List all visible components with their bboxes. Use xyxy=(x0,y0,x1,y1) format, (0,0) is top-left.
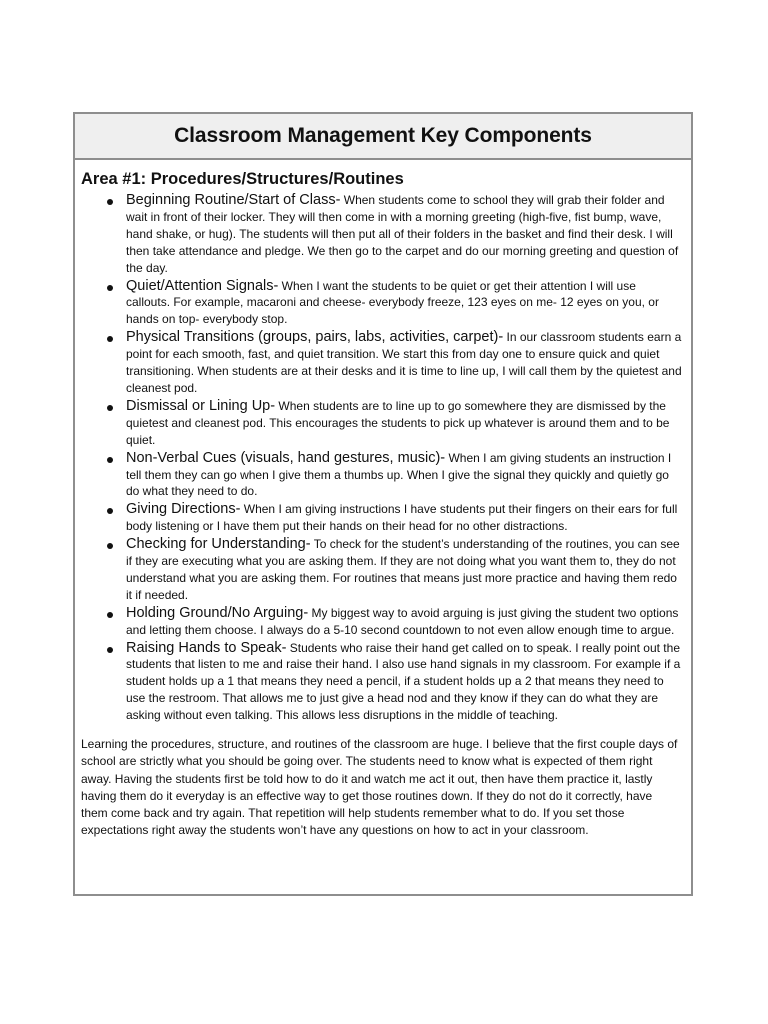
list-item xyxy=(81,536,685,604)
document-box xyxy=(73,112,693,896)
closing-paragraph: Learning the procedures, structure, and routines of the classroom are huge. I believe that the first couple days of school are strictly what you should be going over. The students need to know what is expected of them right away. Having the students first be told how to do it and watch me act it out, then have them practice it, lastly having them do it everyday is an effective way to get those routines down. If they do not do it correctly, have them come back and try again. That repetition will help students remember what to do. If you set those expectations right away the students won’t have any questions on how to act in your classroom. xyxy=(81,737,678,838)
item-title: Physical Transitions (groups, pairs, labs, activities, carpet)- xyxy=(126,329,504,346)
item-text: When I want the students to be quiet or get their attention I will use callouts. For example, macaroni and cheese- everybody freeze, 123 eyes on me- 12 eyes on you, or hands on top- everybody stop. xyxy=(126,278,659,327)
list-item xyxy=(81,278,685,329)
title-bar xyxy=(75,114,691,160)
item-text: In our classroom students earn a point for each smooth, fast, and quiet transition. We start this from day one to ensure quick and quiet transitioning. When students are at their desks and it is time to line up, I will call them by the quietest and cleanest pod. xyxy=(126,330,682,395)
components-list xyxy=(81,192,685,724)
item-title: Giving Directions- xyxy=(126,501,241,518)
list-item xyxy=(81,501,685,535)
list-item xyxy=(81,398,685,449)
item-text: When I am giving instructions I have students put their fingers on their ears for full body listening or I have them put their hands on their head for no other distractions. xyxy=(126,502,678,534)
list-item xyxy=(81,640,685,725)
item-text: When students are to line up to go somewhere they are dismissed by the quietest and cleanest pod. This encourages the students to pick up whatever is around them and to be quiet. xyxy=(126,398,670,447)
item-text: When students come to school they will grab their folder and wait in front of their locker. They will then come in with a morning greeting (high-five, fist bump, wave, hand shake, or hug). The students will then put all of their folders in the basket and find their desk. I will then take attendance and pledge. We then go to the carpet and do our morning greeting and question of the day. xyxy=(126,193,679,275)
list-item xyxy=(81,192,685,277)
item-text: Students who raise their hand get called on to speak. I really point out the students that listen to me and raise their hand. I also use hand signals in my classroom. For example if a student holds up a 1 that means they need a pencil, if a student holds up a 2 that means they need to use the restroom. That allows me to just give a head nod and they know if they can do what they are asking without even talking. This allows less disruptions in the middle of teaching. xyxy=(126,640,681,723)
area-heading: Area #1: Procedures/Structures/Routines xyxy=(81,170,404,188)
document-content xyxy=(75,160,691,839)
item-title: Beginning Routine/Start of Class- xyxy=(126,192,341,208)
item-text: My biggest way to avoid arguing is just giving the student two options and letting them choose. I always do a 5-10 second countdown to not even allow enough time to argue. xyxy=(126,605,679,637)
item-title: Checking for Understanding- xyxy=(126,536,311,553)
list-item xyxy=(81,450,685,501)
item-title: Raising Hands to Speak- xyxy=(126,639,287,656)
item-text: To check for the student’s understanding of the routines, you can see if they are executing what you are asking them. If they are not doing what you want them to, they do not understand what you are asking them. For routines that means just more practice and having them redo it if needed. xyxy=(126,537,680,602)
item-text: When I am giving students an instruction I tell them they can go when I give them a thumbs up. When I give the signal they quickly and quietly go do what they need to do. xyxy=(126,450,672,499)
page-title: Classroom Management Key Components xyxy=(174,124,592,147)
item-title: Dismissal or Lining Up- xyxy=(126,397,276,414)
item-title: Holding Ground/No Arguing- xyxy=(126,604,309,621)
item-title: Non-Verbal Cues (visuals, hand gestures, music)- xyxy=(126,449,446,466)
item-title: Quiet/Attention Signals- xyxy=(126,277,279,294)
list-item xyxy=(81,605,685,639)
list-item xyxy=(81,329,685,397)
